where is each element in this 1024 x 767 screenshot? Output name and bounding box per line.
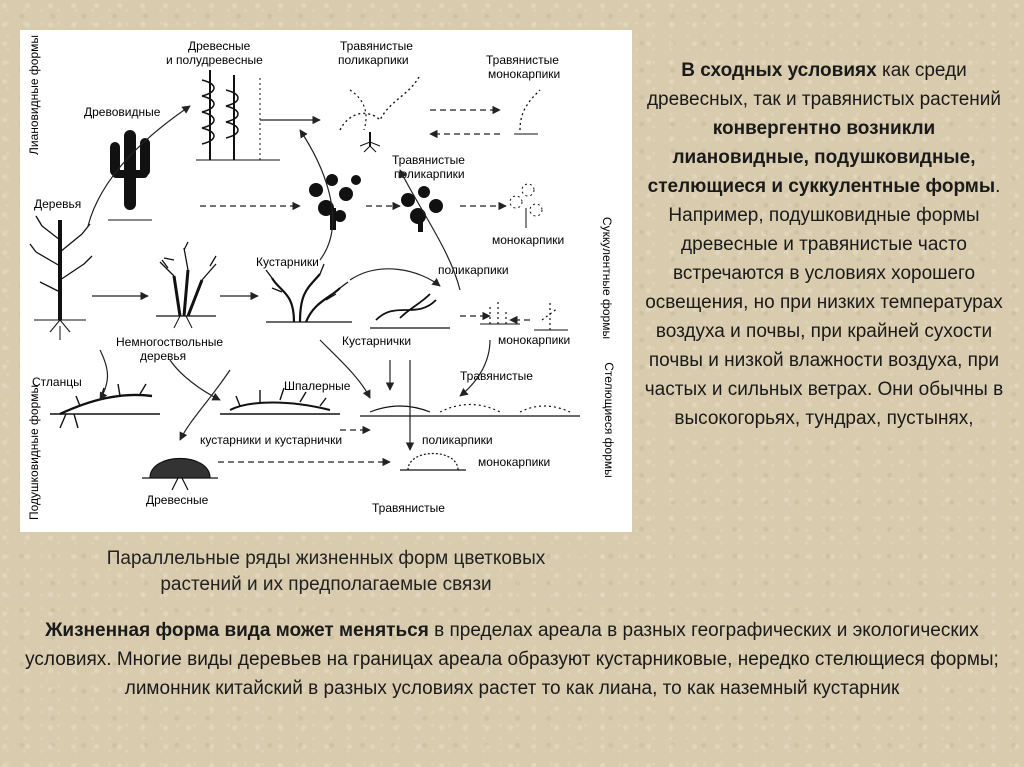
label-herb-poly-top-2: поликарпики — [338, 53, 409, 67]
right-paragraph — [644, 56, 1004, 433]
herb-small-icons — [480, 300, 568, 330]
vine-herb-poly-icon — [340, 75, 420, 152]
caption-line-1: Параллельные ряды жизненных форм цветковых — [106, 548, 546, 569]
few-stem-tree-icon — [156, 242, 216, 328]
label-kustarniki: Кустарники — [256, 255, 319, 269]
succulent-mono-icon — [510, 184, 542, 228]
diagram-svg — [20, 30, 632, 532]
tree-icon — [30, 216, 92, 340]
right-bold-1: В сходных условиях — [681, 60, 877, 81]
label-monokarpiki-mid: монокарпики — [492, 233, 565, 247]
succulent-bush-icon — [309, 174, 443, 232]
label-drevovidnye: Древовидные — [84, 105, 161, 119]
label-derevya: Деревья — [34, 197, 82, 211]
label-woody-2: и полудревесные — [166, 53, 263, 67]
label-succulent: Суккулентные формы — [600, 216, 614, 340]
right-text-4: . Например, подушковидные формы древесные и травянистые часто встречаются в условиях хорошего освещения, но при низких температурах воздуха и почвы, при крайней сухости почвы и низкой влажности воздуха, при частых и сильных ветрах. Они обычны в высокогорьях, тундрах, пустынях, — [644, 176, 1004, 429]
label-kust-kustarnichki: кустарники и кустарнички — [200, 433, 343, 447]
label-herb-low: Травянистые — [460, 369, 533, 383]
figure-caption — [20, 546, 632, 598]
label-herb-mono-top-1: Травянистые — [486, 53, 559, 67]
label-nemnogostvol-2: деревья — [140, 349, 187, 363]
vine-herb-mono-icon — [514, 90, 540, 134]
label-polikarpiki-low: поликарпики — [422, 433, 493, 447]
bottom-paragraph — [20, 616, 1004, 703]
label-stlantsy: Стланцы — [32, 375, 82, 389]
caption-line-2: растений и их предполагаемые связи — [160, 574, 492, 595]
bottom-bold: Жизненная форма вида может меняться — [45, 620, 429, 641]
label-herb-poly-top-1: Травянистые — [340, 39, 413, 53]
label-herb-mono-top-2: монокарпики — [488, 67, 561, 81]
label-woody-1: Древесные — [188, 39, 251, 53]
label-monokarpiki-mid2: монокарпики — [498, 333, 571, 347]
bottom-text: в пределах ареала в разных географических и экологических условиях. Многие виды деревьев на границах ареала образуют кустарниковые, нередко стелющиеся формы; лимонник китайский в разных условиях растет то как лиана, то как наземный кустарник — [25, 620, 999, 699]
label-drevesnye-low: Древесные — [146, 493, 209, 507]
life-forms-diagram — [20, 30, 632, 532]
trellis-small-icon — [360, 405, 580, 417]
label-stelyushchiesya: Стелющиеся формы — [602, 362, 616, 478]
label-shpalernye: Шпалерные — [284, 379, 351, 393]
label-lianovidnye: Лиановидные формы — [27, 35, 41, 155]
label-podushkovidnye: Подушковидные формы — [27, 384, 41, 520]
cushion-herb-icon — [400, 454, 466, 471]
right-bold-3: конвергентно возникли лиановидные, подушковидные, стелющиеся и суккулентные формы — [647, 118, 996, 197]
dwarf-shrub-icon — [370, 294, 450, 328]
label-herb-poly-mid-2: поликарпики — [394, 167, 465, 181]
plant-pictograms — [30, 70, 580, 490]
label-herb-poly-mid-1: Травянистые — [392, 153, 465, 167]
right-text-2: как среди древесных, так и травянистых растений — [646, 60, 1002, 110]
shrub-icon — [266, 264, 352, 322]
label-travyanistye-bottom: Травянистые — [372, 501, 445, 515]
label-kustarnichki: Кустарнички — [342, 334, 412, 348]
label-nemnogostvol-1: Немногоствольные — [116, 335, 224, 349]
label-monokarpiki-low: монокарпики — [478, 455, 551, 469]
vine-woody-icon — [196, 70, 280, 160]
cushion-woody-icon — [142, 459, 218, 491]
label-polikarpiki-mid: поликарпики — [438, 263, 509, 277]
